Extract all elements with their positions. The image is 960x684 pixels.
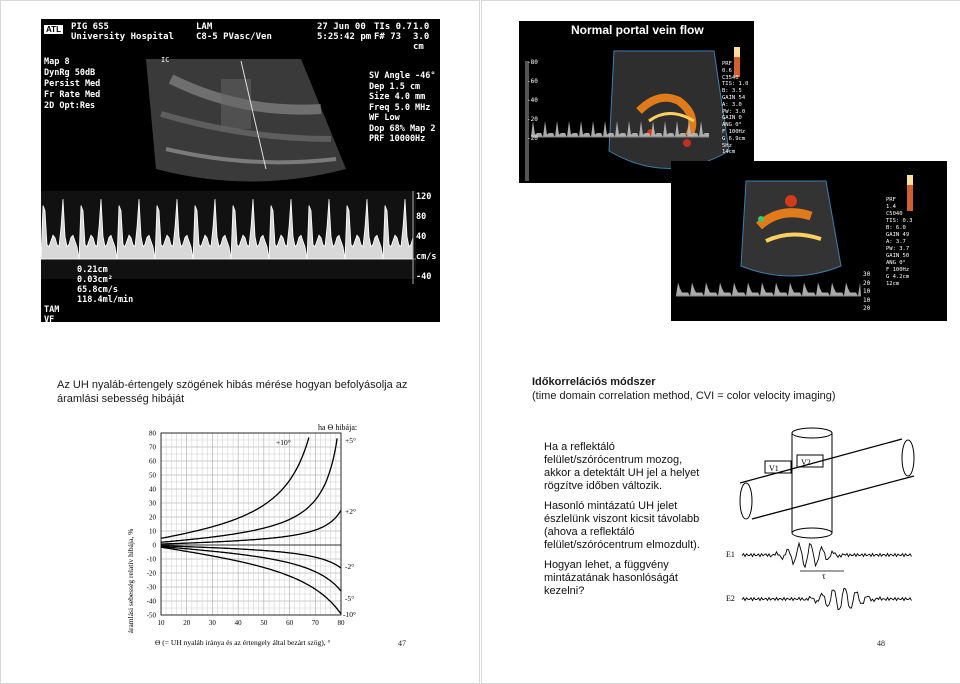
slide-caption-right [532, 375, 932, 403]
tau-label: τ [822, 571, 826, 581]
angle-error-chart [113, 421, 413, 656]
chart-legend-title: ha Θ hibája: [318, 423, 358, 432]
chart-y-tick: 10 [149, 527, 156, 536]
chart-x-tick: 80 [337, 619, 345, 627]
chart-y-tick: 20 [149, 513, 156, 522]
error-curve [161, 547, 341, 592]
bottom-labels: TAM VF [44, 305, 60, 322]
atl-logo: ATL [46, 25, 61, 34]
velocity-scale: 120 80 40 cm/s -40 [416, 192, 437, 282]
v1-label: V1 [769, 464, 779, 473]
curve-label: +2° [345, 507, 356, 516]
left-params: Map 8 DynRg 50dB Persist Med Fr Rate Med 2D Opt:Res [44, 57, 101, 111]
chart-y-tick: -40 [146, 597, 156, 606]
page-number-right: 48 [877, 639, 885, 648]
curve-label: +10° [276, 438, 291, 447]
curve-label: -10° [343, 610, 356, 619]
top-doppler-graphics [519, 21, 754, 183]
chart-x-tick: 40 [234, 619, 242, 627]
chart-x-tick: 60 [286, 619, 294, 627]
chart-y-tick: -20 [146, 569, 156, 578]
header-tis: TIs 0.7 F# 73 [374, 22, 412, 42]
correlation-diagram [722, 421, 922, 621]
portal-vein-doppler-top [519, 21, 754, 183]
chart-y-tick: 80 [149, 429, 156, 438]
bottom-side-params: PRF 1.4 C5040 TIS: 0.3 B: 6.0 GAIN 49 A: 3.7 PW: 3.7 GAIN 50 ANG 0° F 100Hz G 4.2cm 12cm [886, 197, 913, 287]
curve-label: -2° [345, 562, 355, 571]
e2-label: E2 [726, 594, 735, 603]
chart-y-label: áramlási sebesség relatív hibája, % [126, 528, 135, 634]
error-curve [161, 438, 309, 539]
chart-x-tick: 10 [157, 619, 165, 627]
chart-x-label: Θ (= UH nyaláb iránya és az értengely által bezárt szög), ° [155, 638, 331, 647]
e1-label: E1 [726, 550, 735, 559]
chart-y-tick: 30 [149, 499, 156, 508]
chart-x-tick: 30 [208, 619, 216, 627]
page-number-left: 47 [398, 639, 406, 648]
paragraph-1: Ha a reflektáló felület/szórócentrum mozog, akkor a detektált UH jel a helyet rögzítve időben változik. [544, 441, 700, 492]
curve-label: -5° [345, 594, 355, 603]
header-date: 27 Jun 00 5:25:42 pm [317, 22, 372, 42]
marker-ic: IC [161, 56, 170, 64]
bottom-params: 0.21cm 0.03cm² 65.8cm/s 118.4ml/min [77, 265, 134, 305]
chart-x-tick: 50 [260, 619, 268, 627]
chart-y-tick: -10 [146, 555, 156, 564]
top-scale: -80 -60 -40 -20 -20 [527, 59, 538, 142]
caption-subtitle: (time domain correlation method, CVI = color velocity imaging) [532, 390, 836, 402]
chart-y-tick: 70 [149, 443, 156, 452]
header-zoom: 1.0 3.0 cm [413, 22, 430, 52]
chart-y-tick: -50 [146, 611, 156, 620]
paragraph-2: Hasonló mintázatú UH jelet észlelünk viszont kicsit távolabb (ahova a reflektáló felület/szórócentrum elmozdult). [544, 500, 700, 551]
chart-x-tick: 70 [311, 619, 319, 627]
bottom-scale: 30 20 10 10 20 [863, 271, 871, 312]
chart-x-tick: 20 [183, 619, 191, 627]
caption-title: Időkorrelációs módszer [532, 376, 656, 388]
top-side-params: PRF 0.6 C3540 TIS: 1.0 B: 3.5 GAIN 54 A: 3.0 PW: 3.0 GAIN 0 ANG 0° F 100Hz G 6.9cm 5Hz 14cm [722, 61, 749, 156]
right-params: SV Angle -46° Dep 1.5 cm Size 4.0 mm Freq 5.0 MHz WF Low Dop 68% Map 2 PRF 10000Hz [369, 71, 436, 144]
header-mid: LAM C8-5 PVasc/Ven [196, 22, 272, 42]
image-title: Normal portal vein flow [571, 23, 704, 37]
v2-label: V2 [801, 458, 811, 467]
slide-page-right [481, 0, 960, 684]
doppler-ultrasound-image [41, 19, 440, 322]
chart-y-tick: 60 [149, 457, 156, 466]
portal-vein-doppler-bottom [671, 161, 947, 321]
slide-caption-left: Az UH nyaláb-értengely szögének hibás mérése hogyan befolyásolja az áramlási sebesség hibáját [57, 379, 408, 405]
chart-y-tick: 0 [152, 541, 156, 550]
curve-label: +5° [345, 436, 356, 445]
chart-y-tick: 50 [149, 471, 156, 480]
chart-y-tick: -30 [146, 583, 156, 592]
paragraph-3: Hogyan lehet, a függvény mintázatának hasonlóságát kezelni? [544, 559, 678, 597]
header-left: PIG 6S5 University Hospital [71, 22, 174, 42]
error-curve [161, 510, 341, 544]
chart-y-tick: 40 [149, 485, 156, 494]
slide-body-text [544, 441, 704, 605]
